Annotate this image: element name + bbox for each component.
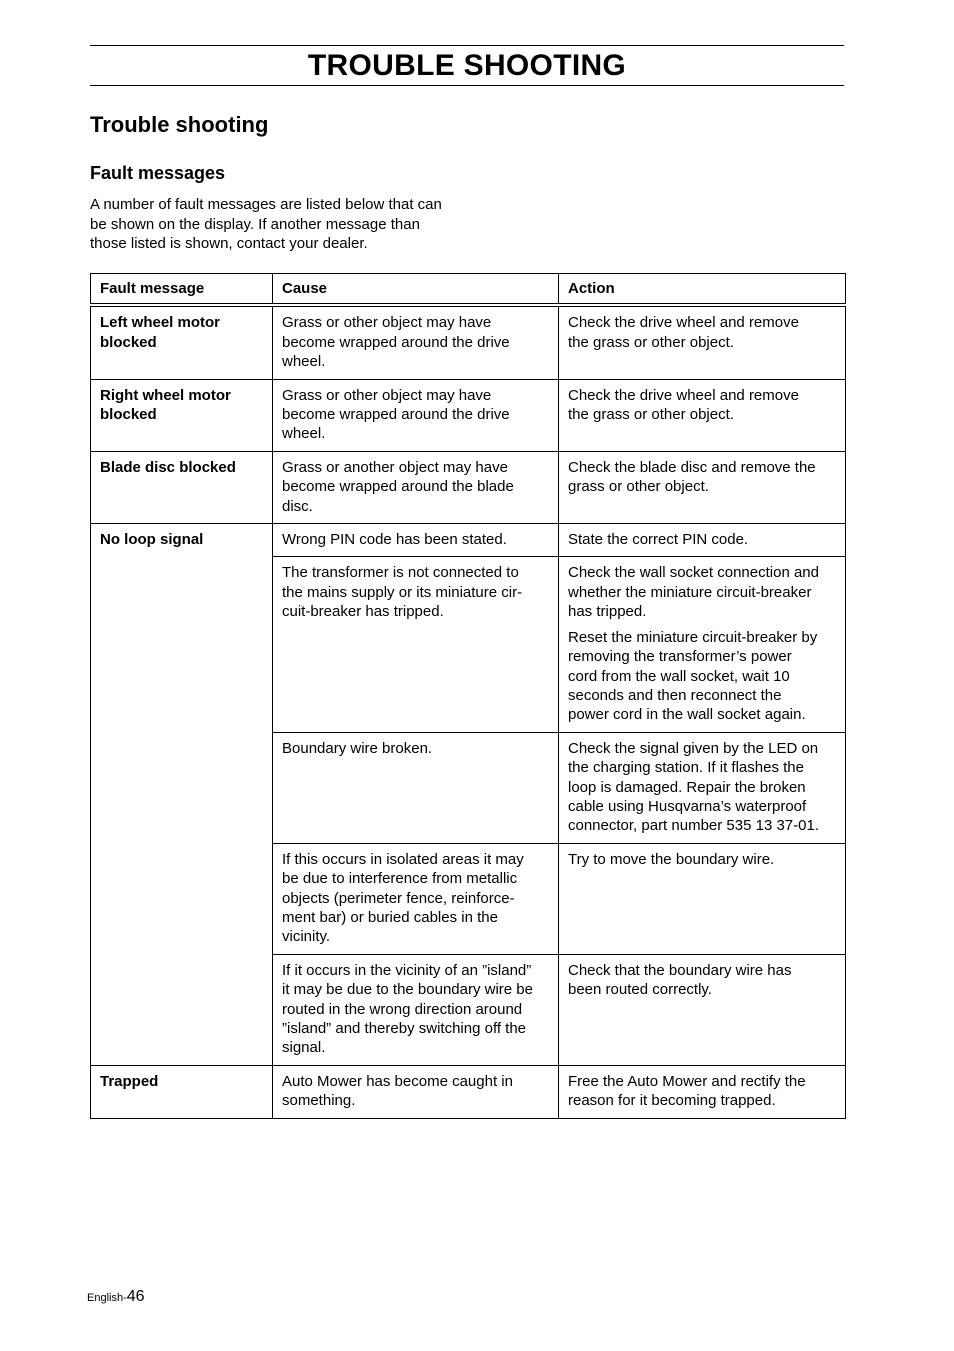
action-text: Reset the miniature circuit-breaker by bbox=[568, 628, 818, 646]
fault-text: blocked bbox=[100, 333, 157, 351]
cause-text: become wrapped around the drive bbox=[282, 333, 510, 351]
cause-text: be due to interference from metallic bbox=[282, 870, 518, 888]
page-number: 46 bbox=[126, 1288, 145, 1305]
cause-text: the mains supply or its miniature cir- bbox=[282, 583, 523, 601]
action-text: seconds and then reconnect the bbox=[568, 686, 782, 704]
cause-text: If this occurs in isolated areas it may bbox=[282, 850, 524, 868]
cause-cell bbox=[273, 379, 559, 451]
action-text: the grass or other object. bbox=[568, 333, 734, 351]
action-text: Try to move the boundary wire. bbox=[568, 850, 775, 868]
action-text: the grass or other object. bbox=[568, 406, 734, 424]
action-text: whether the miniature circuit-breaker bbox=[568, 583, 812, 601]
title-top-rule bbox=[90, 45, 844, 46]
fault-text: Left wheel motor bbox=[100, 314, 221, 332]
action-text: State the correct PIN code. bbox=[568, 531, 749, 549]
action-text: Check the blade disc and remove the bbox=[568, 458, 816, 476]
action-text: been routed correctly. bbox=[568, 981, 712, 999]
cause-text: cuit-breaker has tripped. bbox=[282, 603, 444, 621]
table-header-row bbox=[91, 274, 846, 306]
action-cell bbox=[559, 451, 846, 523]
action-text: has tripped. bbox=[568, 603, 647, 621]
intro-line: A number of fault messages are listed below that can bbox=[90, 196, 442, 213]
cause-text: ment bar) or buried cables in the bbox=[282, 908, 498, 926]
action-cell bbox=[559, 557, 846, 732]
action-cell bbox=[559, 954, 846, 1065]
fault-cell bbox=[91, 524, 273, 1066]
action-text: removing the transformer’s power bbox=[568, 648, 792, 666]
action-cell bbox=[559, 524, 846, 557]
action-cell bbox=[559, 379, 846, 451]
cause-cell bbox=[273, 305, 559, 379]
action-text: power cord in the wall socket again. bbox=[568, 706, 806, 724]
fault-text: blocked bbox=[100, 406, 157, 424]
cause-text: become wrapped around the blade bbox=[282, 478, 514, 496]
fault-text: No loop signal bbox=[100, 531, 204, 549]
cause-text: something. bbox=[282, 1092, 356, 1110]
fault-cell bbox=[91, 1065, 273, 1118]
cause-cell bbox=[273, 524, 559, 557]
intro-line: those listed is shown, contact your dealer. bbox=[90, 235, 368, 252]
action-text: Check the drive wheel and remove bbox=[568, 386, 799, 404]
page-footer bbox=[87, 1287, 145, 1308]
action-text: Free the Auto Mower and rectify the bbox=[568, 1072, 806, 1090]
cause-text: objects (perimeter fence, reinforce- bbox=[282, 889, 515, 907]
cause-text: Grass or other object may have bbox=[282, 314, 492, 332]
fault-messages-table bbox=[90, 273, 846, 1119]
cause-text: Boundary wire broken. bbox=[282, 739, 433, 757]
action-text: cord from the wall socket, wait 10 bbox=[568, 667, 790, 685]
table-row bbox=[91, 305, 846, 379]
fault-text: Blade disc blocked bbox=[100, 458, 236, 476]
header-fault-message: Fault message bbox=[91, 274, 273, 306]
action-cell bbox=[559, 1065, 846, 1118]
cause-text: Wrong PIN code has been stated. bbox=[282, 531, 507, 549]
action-cell bbox=[559, 843, 846, 954]
cause-text: disc. bbox=[282, 497, 313, 515]
action-text: reason for it becoming trapped. bbox=[568, 1092, 776, 1110]
cause-text: The transformer is not connected to bbox=[282, 564, 519, 582]
fault-text: Trapped bbox=[100, 1072, 159, 1090]
header-cause: Cause bbox=[273, 274, 559, 306]
cause-text: become wrapped around the drive bbox=[282, 406, 510, 424]
action-paragraph bbox=[568, 628, 836, 725]
table-row bbox=[91, 451, 846, 523]
cause-text: routed in the wrong direction around bbox=[282, 1000, 523, 1018]
cause-text: signal. bbox=[282, 1039, 326, 1057]
action-text: Check the wall socket connection and bbox=[568, 564, 819, 582]
cause-cell bbox=[273, 1065, 559, 1118]
fault-cell bbox=[91, 305, 273, 379]
fault-text: Right wheel motor bbox=[100, 386, 231, 404]
action-text: Check that the boundary wire has bbox=[568, 961, 792, 979]
cause-text: vicinity. bbox=[282, 928, 331, 946]
action-text: connector, part number 535 13 37-01. bbox=[568, 817, 820, 835]
cause-cell bbox=[273, 954, 559, 1065]
footer-language: English- bbox=[87, 1292, 127, 1304]
title-bottom-rule bbox=[90, 85, 844, 86]
page-title: TROUBLE SHOOTING bbox=[307, 49, 627, 82]
subsection-title: Fault messages bbox=[90, 163, 226, 183]
action-text: cable using Husqvarna’s waterproof bbox=[568, 797, 807, 815]
table-row bbox=[91, 524, 846, 557]
cause-cell bbox=[273, 732, 559, 843]
table-row bbox=[91, 1065, 846, 1118]
cause-text: wheel. bbox=[282, 425, 326, 443]
action-text: grass or other object. bbox=[568, 478, 709, 496]
action-cell bbox=[559, 732, 846, 843]
intro-paragraph bbox=[90, 195, 480, 254]
action-text: the charging station. If it flashes the bbox=[568, 759, 804, 777]
cause-text: wheel. bbox=[282, 353, 326, 371]
action-text: loop is damaged. Repair the broken bbox=[568, 778, 806, 796]
action-cell bbox=[559, 305, 846, 379]
cause-text: Grass or another object may have bbox=[282, 458, 508, 476]
header-action: Action bbox=[559, 274, 846, 306]
table-row bbox=[91, 379, 846, 451]
cause-text: Grass or other object may have bbox=[282, 386, 492, 404]
cause-cell bbox=[273, 451, 559, 523]
cause-cell bbox=[273, 557, 559, 732]
cause-cell bbox=[273, 843, 559, 954]
section-title: Trouble shooting bbox=[90, 112, 269, 137]
cause-text: If it occurs in the vicinity of an ”island” bbox=[282, 961, 532, 979]
cause-text: it may be due to the boundary wire be bbox=[282, 981, 533, 999]
cause-text: ”island” and thereby switching off the bbox=[282, 1020, 527, 1037]
fault-cell bbox=[91, 451, 273, 523]
cause-text: Auto Mower has become caught in bbox=[282, 1072, 513, 1090]
action-text: Check the signal given by the LED on bbox=[568, 739, 819, 757]
fault-cell bbox=[91, 379, 273, 451]
intro-line: be shown on the display. If another message than bbox=[90, 215, 420, 233]
action-text: Check the drive wheel and remove bbox=[568, 314, 799, 332]
